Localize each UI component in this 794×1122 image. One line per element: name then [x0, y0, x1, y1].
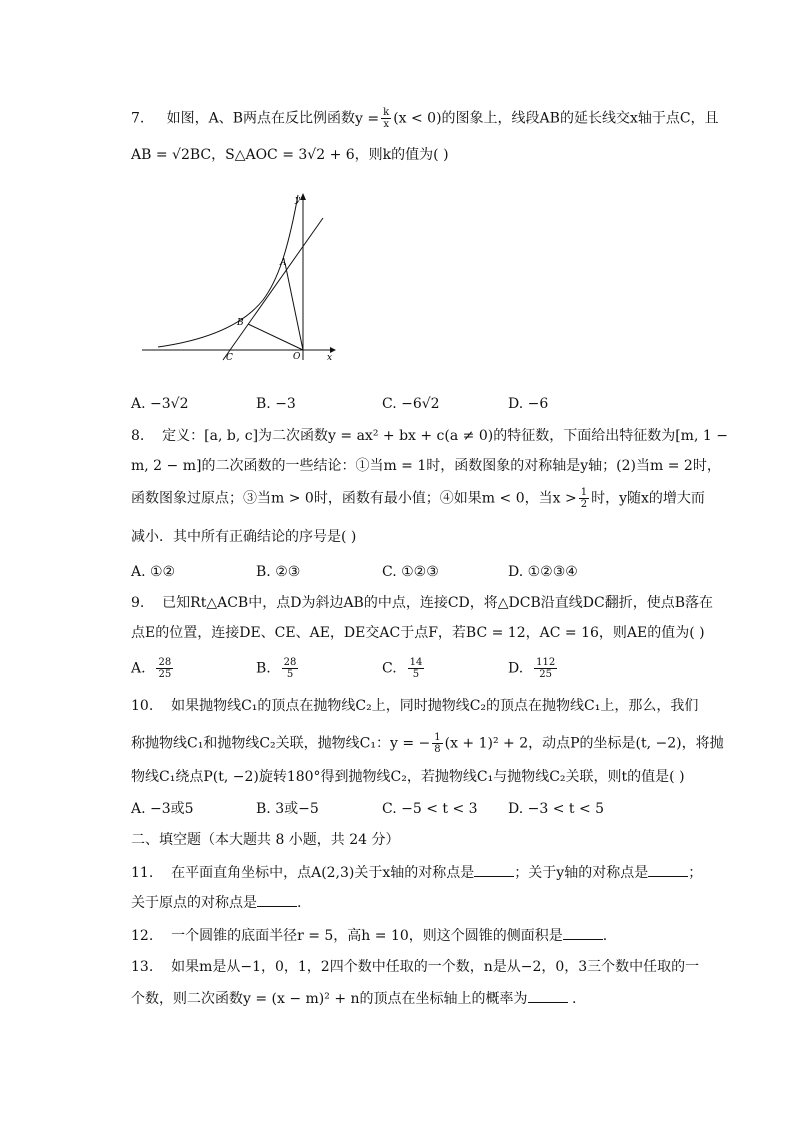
label-x: x [327, 353, 333, 363]
q10-line1: 10. 如果抛物线C₁的顶点在抛物线C₂上，同时抛物线C₂的顶点在抛物线C₁上，那么，我们 [131, 698, 699, 714]
q8-line2: m, 2 − m]的二次函数的一些结论：①当m = 1时，函数图象的对称轴是y轴；(2)当m = 2时， [131, 458, 721, 474]
label-a: A [280, 258, 287, 268]
q10-option-d[interactable]: D. −3 < t < 5 [508, 801, 605, 817]
q8-option-d[interactable]: D. ①②③④ [508, 564, 578, 580]
q7-option-a[interactable]: A. −3√2 [131, 396, 189, 412]
frac-one-eighth: $\frac{1}{8}$ [434, 732, 441, 755]
q8-line1: 8. 定义：[a, b, c]为二次函数y = ax² + bx + c(a ≠ 0)的特征数，下面给出特征数为[m, 1 − [131, 428, 728, 444]
q9-option-a[interactable]: A. $\frac{28}{25}$ [131, 657, 172, 680]
q9-line2: 点E的位置，连接DE、CE、AE，DE交AC于点F，若BC = 12，AC = 16，则AE的值为( ) [131, 625, 705, 641]
q11-blank-3[interactable] [257, 892, 297, 907]
q7-number: 7. [131, 110, 145, 127]
q7-line1: 7. 如图，A、B两点在反比例函数y = $\frac{k}{x}$ (x < 0)的图象上，线段AB的延长线交x轴于点C，且 [131, 107, 719, 130]
line-ac [223, 218, 323, 360]
q9-option-c[interactable]: C. $\frac{14}{5}$ [382, 657, 423, 680]
q8-line3: 函数图象过原点；③当m > 0时，函数有最小值；④如果m < 0，当x > $\frac{1}{2}$ 时，y随x的增大而 [131, 487, 705, 510]
label-y: y [295, 195, 301, 205]
q11-line1: 11. 在平面直角坐标中，点A(2,3)关于x轴的对称点是 ；关于y轴的对称点是 ； [131, 862, 702, 883]
q8-line4: 减小．其中所有正确结论的序号是( ) [131, 529, 357, 545]
q9-option-d[interactable]: D. $\frac{112}{25}$ [508, 657, 556, 680]
label-c: C [226, 353, 233, 363]
q13-line2: 个数，则二次函数y = (x − m)² + n的顶点在坐标轴上的概率为 . [131, 988, 576, 1009]
q7-func: y = $\frac{k}{x}$ [355, 107, 390, 130]
y-axis-arrow [300, 193, 306, 200]
label-o: O [293, 352, 301, 362]
q10-line2: 称抛物线C₁和抛物线C₂关联，抛物线C₁：y = − $\frac{1}{8}$ (x + 1)² + 2，动点P的坐标是(t, −2)，将抛 [131, 732, 724, 755]
label-b: B [237, 318, 244, 328]
frac-one-half: $\frac{1}{2}$ [580, 487, 588, 510]
q8-option-b[interactable]: B. ②③ [256, 564, 301, 580]
q10-option-b[interactable]: B. 3或−5 [256, 801, 319, 817]
q13-line1: 13. 如果m是从−1，0，1，2四个数中任取的一个数，n是从−2，0，3三个数中任取的一 [131, 959, 700, 975]
q13-blank[interactable] [528, 988, 568, 1003]
q11-blank-1[interactable] [474, 862, 514, 877]
q10-option-c[interactable]: C. −5 < t < 3 [382, 801, 478, 817]
q7-option-c[interactable]: C. −6√2 [382, 396, 440, 412]
q8-option-c[interactable]: C. ①②③ [382, 564, 439, 580]
q7-line2: AB = √2BC，S△AOC = 3√2 + 6，则k的值为( ) [131, 147, 449, 163]
segment-bo [248, 324, 303, 350]
q10-option-a[interactable]: A. −3或5 [131, 801, 194, 817]
segment-ao [285, 263, 303, 350]
q7-option-d[interactable]: D. −6 [508, 396, 549, 412]
q10-line3: 物线C₁绕点P(t, −2)旋转180°得到抛物线C₂，若抛物线C₁与抛物线C₂关联，则t的值是( ) [131, 769, 685, 785]
hyperbola-curve [158, 195, 298, 347]
q12-blank[interactable] [563, 925, 603, 940]
q7-figure [138, 190, 338, 370]
q7-option-b[interactable]: B. −3 [256, 396, 296, 412]
q8-option-a[interactable]: A. ①② [131, 564, 176, 580]
q11-blank-2[interactable] [648, 862, 688, 877]
q9-option-b[interactable]: B. $\frac{28}{5}$ [256, 657, 297, 680]
q11-line2: 关于原点的对称点是 . [131, 892, 301, 913]
q9-line1: 9. 已知Rt△ACB中，点D为斜边AB的中点，连接CD，将△DCB沿直线DC翻折，使点B落在 [131, 595, 713, 611]
section-heading-fill-blank: 二、填空题（本大题共 8 小题，共 24 分） [131, 832, 400, 848]
q12-line1: 12. 一个圆锥的底面半径r = 5，高h = 10，则这个圆锥的侧面积是 . [131, 925, 607, 946]
